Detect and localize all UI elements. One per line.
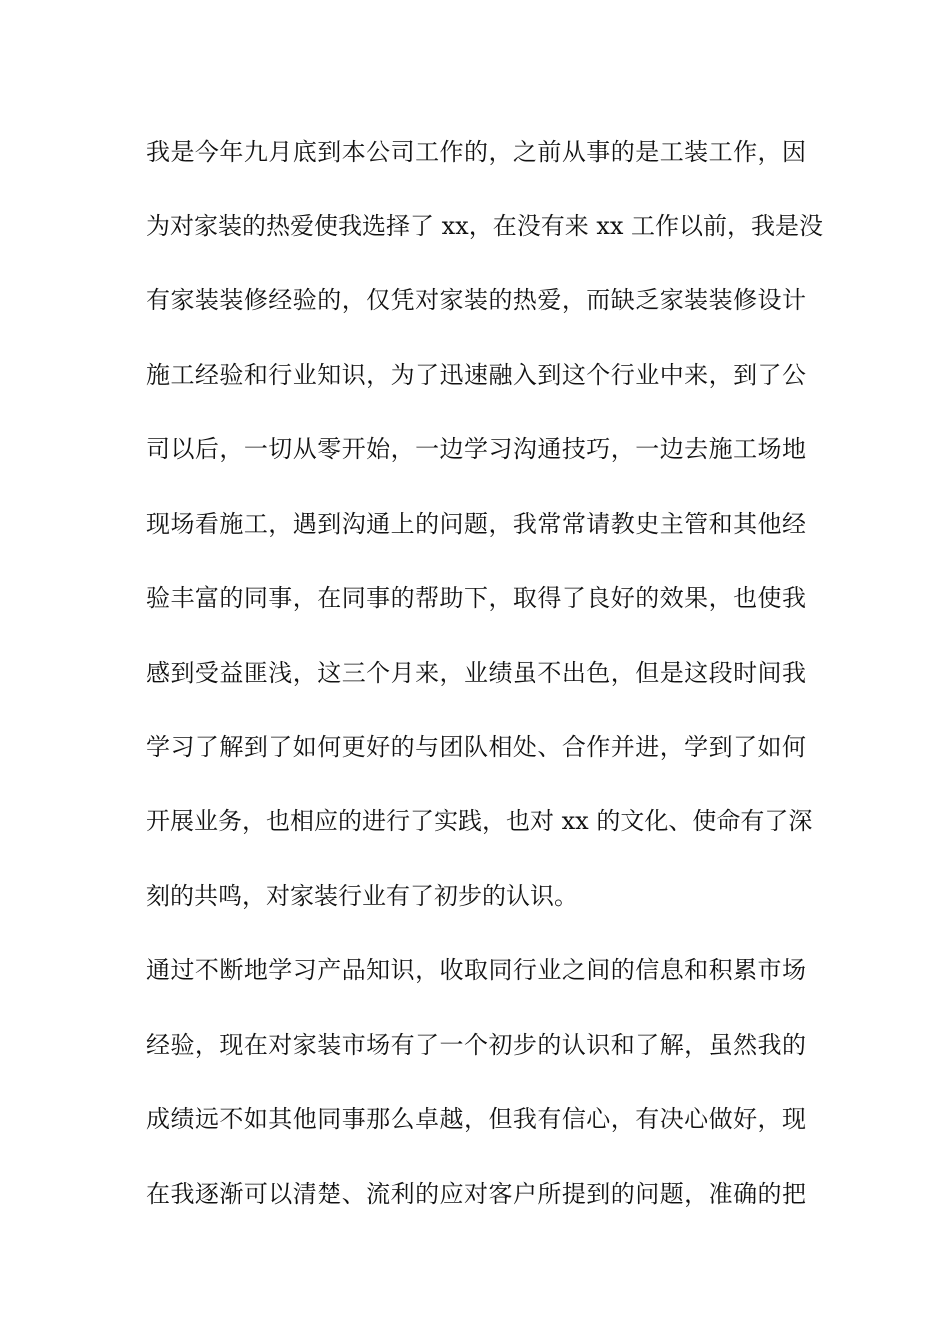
paragraph-line: 学习了解到了如何更好的与团队相处、合作并进，学到了如何	[146, 733, 806, 761]
paragraph-line: 感到受益匪浅，这三个月来，业绩虽不出色，但是这段时间我	[146, 659, 806, 687]
paragraph-line: 刻的共鸣，对家装行业有了初步的认识。	[146, 882, 578, 910]
paragraph-line: 通过不断地学习产品知识，收取同行业之间的信息和积累市场	[146, 956, 806, 984]
paragraph-line: 为对家装的热爱使我选择了 xx，在没有来 xx 工作以前，我是没	[146, 212, 824, 240]
paragraph-line: 司以后，一切从零开始，一边学习沟通技巧，一边去施工场地	[146, 435, 806, 463]
paragraph-line: 成绩远不如其他同事那么卓越，但我有信心，有决心做好，现	[146, 1105, 806, 1133]
paragraph-line: 施工经验和行业知识，为了迅速融入到这个行业中来，到了公	[146, 361, 806, 389]
paragraph-line: 开展业务，也相应的进行了实践，也对 xx 的文化、使命有了深	[146, 807, 813, 835]
paragraph-line: 我是今年九月底到本公司工作的，之前从事的是工装工作，因	[146, 138, 806, 166]
paragraph-line: 经验，现在对家装市场有了一个初步的认识和了解，虽然我的	[146, 1031, 806, 1059]
paragraph-line: 在我逐渐可以清楚、流利的应对客户所提到的问题，准确的把	[146, 1180, 806, 1208]
paragraph-line: 有家装装修经验的，仅凭对家装的热爱，而缺乏家装装修设计	[146, 286, 806, 314]
paragraph-line: 验丰富的同事，在同事的帮助下，取得了良好的效果，也使我	[146, 584, 806, 612]
paragraph-line: 现场看施工，遇到沟通上的问题，我常常请教史主管和其他经	[146, 510, 806, 538]
